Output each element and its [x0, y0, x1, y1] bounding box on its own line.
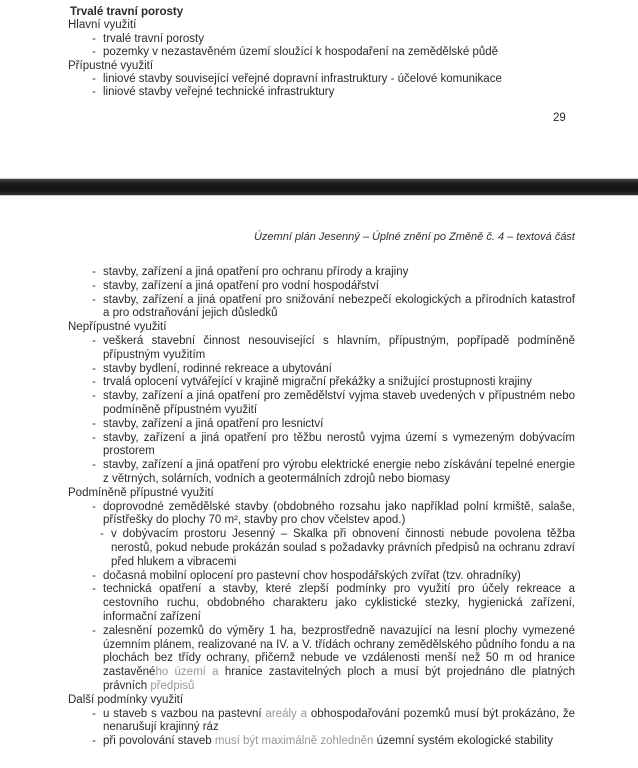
- bullet-dash: -: [92, 86, 96, 99]
- section-heading: Nepřípustné využití: [68, 321, 167, 334]
- list-item-text: stavby bydlení, rodinné rekreace a ubytování: [103, 362, 332, 375]
- list-item: [92, 86, 575, 99]
- list-item-text: trvalá oplocení vytvářející v krajině migrační překážky a snižující prostupnosti krajiny: [103, 376, 532, 389]
- list-item: [92, 376, 575, 390]
- list-item: [92, 625, 575, 694]
- list-item: [92, 570, 575, 584]
- running-header: Územní plán Jesenný – Úplné znění po Změně č. 4 – textová část: [253, 231, 575, 243]
- section-title: Trvalé travní porosty: [70, 6, 184, 18]
- list-item: [92, 266, 575, 280]
- section-heading: Další podmínky využití: [68, 693, 184, 706]
- list-item-text: stavby, zařízení a jiná opatření pro těžbu nerostů vyjma území s vymezeným dobývacím prostorem: [103, 431, 575, 458]
- list-item: [92, 501, 575, 529]
- list-item-text: stavby, zařízení a jiná opatření pro vodní hospodářství: [103, 279, 379, 292]
- list-item-text: doprovodné zemědělské stavby (obdobného rozsahu jako například polní krmiště, salaše, přístřešky do plochy 70 m², stavby pro chov včelstev apod.): [103, 500, 575, 527]
- bullet-dash: -: [92, 46, 96, 59]
- list-item-text: stavby, zařízení a jiná opatření pro zemědělství vyjma staveb uvedených v přípustném nebo podmíněně přípustném využití: [103, 390, 575, 416]
- bullet-dash: -: [92, 32, 96, 45]
- list-item: [92, 583, 575, 624]
- list-item: [92, 432, 575, 460]
- bullet-dash: -: [92, 334, 96, 347]
- bullet-dash: -: [92, 707, 96, 720]
- list-item-text: stavby, zařízení a jiná opatření pro snižování nebezpečí ekologických a přírodních katastrof a pro odstraňování jejich důsledků: [103, 293, 575, 320]
- list-item-text: stavby, zařízení a jiná opatření pro lesnictví: [103, 417, 324, 430]
- list-item-text: stavby, zařízení a jiná opatření pro ochranu přírody a krajiny: [103, 266, 409, 278]
- list-item-text: dočasná mobilní oplocení pro pastevní chov hospodářských zvířat (tzv. ohradníky): [103, 569, 521, 582]
- page-separator: [0, 178, 638, 196]
- bullet-dash: -: [92, 459, 96, 472]
- list-item-text: v dobývacím prostoru Jesenný – Skalka při obnovení činnosti nebude povolena těžba nerostů, pokud nebude prokázán soulad s požadavky právních předpisů na ochranu zdraví před hlukem a vibracemi: [111, 528, 575, 568]
- list-item: [92, 280, 575, 294]
- list-item: [92, 335, 575, 363]
- bullet-dash: -: [92, 279, 96, 292]
- section-heading: Přípustné využití: [68, 59, 154, 72]
- section-heading: Hlavní využití: [68, 19, 137, 32]
- bullet-dash: -: [92, 362, 96, 375]
- bullet-dash: -: [92, 500, 96, 513]
- page-29-bottom: [0, 6, 638, 100]
- bullet-dash: -: [92, 583, 96, 596]
- section-heading: Podmíněně přípustné využití: [68, 486, 214, 499]
- bullet-dash: -: [92, 376, 96, 389]
- list-item: [92, 33, 575, 46]
- list-item-text: liniové stavby veřejné technické infrastruktury: [103, 86, 335, 99]
- bullet-dash: -: [92, 735, 96, 748]
- page-number: 29: [553, 112, 566, 124]
- bullet-dash: -: [92, 569, 96, 582]
- list-item: [92, 73, 575, 86]
- list-item: [92, 735, 575, 749]
- list-item: [92, 363, 575, 377]
- list-item: [92, 708, 575, 736]
- list-item: [92, 294, 575, 322]
- list-item: [92, 418, 575, 432]
- list-item: [92, 46, 575, 59]
- page2-blocks: [0, 266, 638, 749]
- bullet-dash: -: [92, 293, 96, 306]
- list-item-text: technická opatření a stavby, které zlepší podmínky pro využití pro účely rekreace a cestovního ruchu, obdobného charakteru jako cyklistické stezky, hygienická zařízení, informační zařízení: [103, 583, 575, 623]
- bullet-dash: -: [92, 73, 96, 86]
- list-item-text: veškerá stavební činnost nesouvisející s hlavním, přípustným, popřípadě podmíněně přípustným využitím: [103, 334, 575, 361]
- list-item-text: při povolování staveb musí být maximálně zohledněn územní systém ekologické stability: [103, 735, 553, 748]
- bullet-dash: -: [92, 624, 96, 637]
- bullet-dash: -: [92, 390, 96, 403]
- list-item: [100, 528, 575, 569]
- list-item: [92, 459, 575, 487]
- page-30-top: [0, 266, 638, 749]
- list-item: [92, 390, 575, 418]
- bullet-dash: -: [92, 417, 96, 430]
- bullet-dash: -: [100, 528, 104, 541]
- list-item-text: zalesnění pozemků do výměry 1 ha, bezprostředně navazující na lesní plochy vymezené územním plánem, realizované na IV. a V. třídách ochrany zemědělského půdního fondu a na plochách bez třídy ochrany, přičemž nebude ve vzdálenosti menší než 50 m od hranice zastavěného území a hranice zastavitelných ploch a musí být projednáno dle platných právních předpisů: [103, 624, 575, 692]
- list-item-text: trvalé travní porosty: [103, 32, 204, 45]
- page1-blocks: [0, 19, 638, 99]
- list-item-text: stavby, zařízení a jiná opatření pro výrobu elektrické energie nebo získávání tepelné energie z větrných, solárních, vodních a geotermálních zdrojů nebo biomasy: [103, 459, 575, 485]
- bullet-dash: -: [92, 431, 96, 444]
- list-item-text: pozemky v nezastavěném území sloužící k hospodaření na zemědělské půdě: [103, 46, 499, 59]
- list-item-text: liniové stavby související veřejné dopravní infrastruktury - účelové komunikace: [103, 73, 502, 86]
- list-item-text: u staveb s vazbou na pastevní areály a obhospodařování pozemků musí být prokázáno, že nenarušují krajinný ráz: [103, 707, 576, 734]
- bullet-dash: -: [92, 266, 96, 278]
